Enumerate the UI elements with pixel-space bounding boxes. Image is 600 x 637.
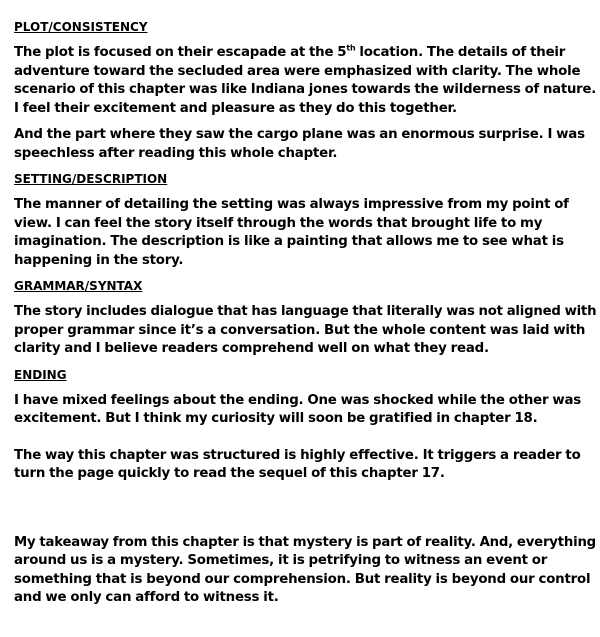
spacer [14,437,598,447]
text-line: something that is beyond our comprehension. But reality is beyond our control [14,571,591,587]
paragraph-grammar-1 [14,303,598,359]
text-line: turn the page quickly to read the sequel of this chapter 17. [14,466,445,481]
heading-plot-consistency: PLOT/CONSISTENCY [14,20,148,34]
text-line: The story includes dialogue that has language that literally was not aligned with [14,304,597,319]
ordinal-suffix: th [346,43,356,53]
text-line [14,44,596,63]
text-line: adventure toward the secluded area were emphasized with clarity. The whole [14,63,581,79]
text-fragment: The plot is focused on their escapade at the 5 [14,45,347,60]
text-line: and we only can afford to witness it. [14,590,279,605]
text-line: view. I can feel the story itself through the words that brought life to my [14,215,543,231]
text-line: excitement. But I think my curiosity will soon be gratified in chapter 18. [14,411,538,426]
text-line: proper grammar since it’s a conversation. But the whole content was laid with [14,322,586,338]
text-line: imagination. The description is like a painting that allows me to see what is [14,234,564,249]
heading-ending: ENDING [14,367,67,382]
text-line: around us is a mystery. Sometimes, it is petrifying to witness an event or [14,553,548,568]
heading-setting-description: SETTING/DESCRIPTION [14,172,168,186]
document-body [14,19,598,616]
paragraph-takeaway [14,534,598,608]
text-line: clarity and I believe readers comprehend well on what they read. [14,341,489,356]
text-line: I feel their excitement and pleasure as they do this together. [14,100,457,116]
paragraph-plot-1 [14,44,598,118]
text-line: The way this chapter was structured is highly effective. It triggers a reader to [14,447,581,463]
heading-grammar-syntax: GRAMMAR/SYNTAX [14,279,143,293]
text-fragment: location. The details of their [355,45,566,60]
text-line: speechless after reading this whole chapter. [14,145,338,161]
spacer [14,492,598,534]
text-line: The manner of detailing the setting was always impressive from my point of [14,197,569,212]
paragraph-setting-1 [14,196,598,270]
text-line: happening in the story. [14,252,184,268]
text-line: And the part where they saw the cargo plane was an enormous surprise. I was [14,127,585,142]
text-line: I have mixed feelings about the ending. One was shocked while the other was [14,392,582,408]
text-line: My takeaway from this chapter is that mystery is part of reality. And, everything [14,534,596,550]
paragraph-plot-2 [14,126,598,163]
text-line: scenario of this chapter was like Indiana jones towards the wilderness of nature. [14,82,597,97]
paragraph-ending-1 [14,392,598,429]
paragraph-ending-2 [14,447,598,484]
